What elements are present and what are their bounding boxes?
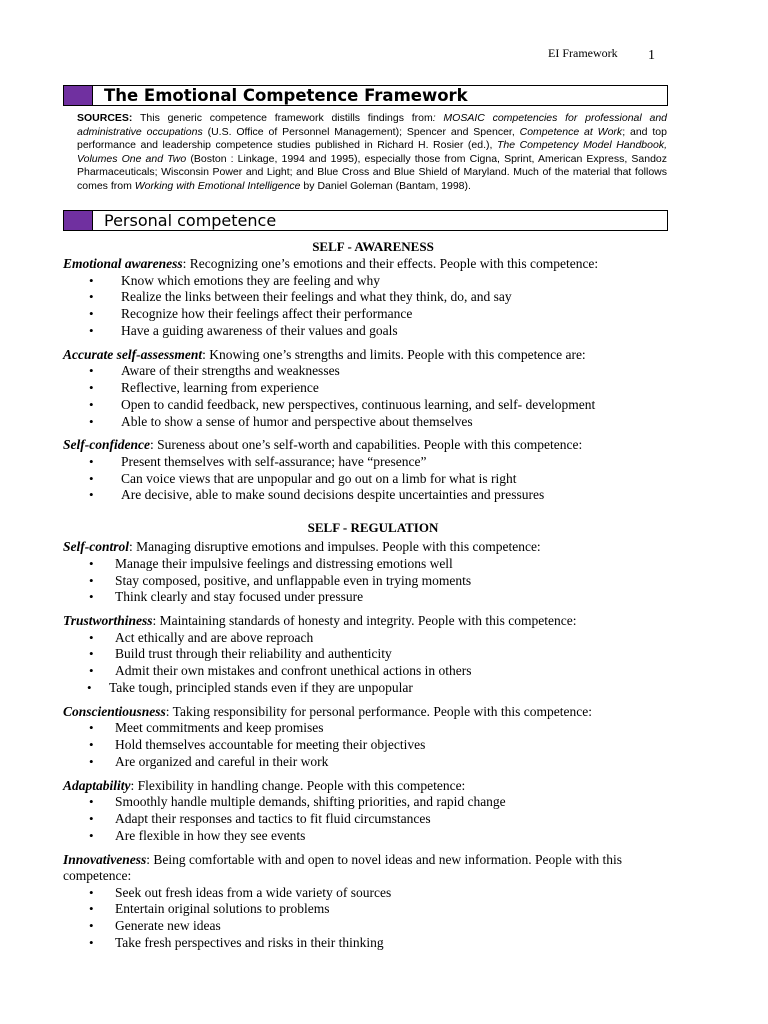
section-heading: Personal competence — [104, 211, 277, 230]
list-item: • Able to show a sense of humor and perspective about themselves — [89, 413, 473, 429]
competency-self-confidence: Self-confidence: Sureness about one’s self-worth and capabilities. People with this competence: — [63, 437, 583, 453]
list-item: • Realize the links between their feelings and what they think, do, and say — [89, 289, 512, 305]
list-item: • Are organized and careful in their work — [89, 753, 329, 769]
bullet-icon: • — [89, 827, 94, 843]
accent-swatch — [64, 86, 93, 105]
bullet-icon: • — [89, 289, 94, 305]
list-item: • Hold themselves accountable for meeting their objectives — [89, 737, 426, 753]
list-item: • Open to candid feedback, new perspectives, continuous learning, and self- development — [89, 396, 596, 412]
bullet-icon: • — [89, 413, 94, 429]
bullet-list — [63, 454, 683, 504]
list-item: • Act ethically and are above reproach — [89, 629, 314, 645]
sources-title-3: The Competency Model Handbook, Volumes One and Two — [77, 139, 667, 165]
page-title: The Emotional Competence Framework — [104, 86, 468, 105]
bullet-icon: • — [89, 918, 94, 934]
bullet-icon: • — [89, 663, 94, 679]
list-item: • Know which emotions they are feeling and why — [89, 272, 381, 288]
page-number: 1 — [648, 48, 655, 63]
sources-text-2: (U.S. Office of Personnel Management); Spencer and Spencer, — [202, 125, 520, 138]
subsection-title-self-regulation: SELF - REGULATION — [307, 520, 439, 536]
list-item: • Stay composed, positive, and unflappable even in trying moments — [89, 572, 472, 588]
list-item: • Have a guiding awareness of their values and goals — [89, 322, 398, 338]
bullet-icon: • — [89, 901, 94, 917]
bullet-icon: • — [89, 379, 94, 395]
competency-adaptability: Adaptability: Flexibility in handling change. People with this competence: — [63, 777, 466, 793]
bullet-icon: • — [89, 572, 94, 588]
bullet-icon: • — [89, 884, 94, 900]
document-body — [63, 238, 683, 959]
bullet-icon: • — [89, 811, 94, 827]
bullet-icon: • — [89, 487, 94, 503]
list-item: • Admit their own mistakes and confront unethical actions in others — [89, 663, 472, 679]
competency-accurate-self-assessment: Accurate self-assessment: Knowing one’s strengths and limits. People with this competence are: — [63, 346, 586, 362]
sources-label: SOURCES: — [77, 112, 133, 124]
list-item: • Are flexible in how they see events — [89, 827, 306, 843]
bullet-icon: • — [89, 720, 94, 736]
sources-title-2: Competence at Work — [519, 125, 623, 138]
bullet-icon: • — [89, 753, 94, 769]
list-item: • Meet commitments and keep promises — [89, 720, 324, 736]
list-item: • Are decisive, able to make sound decisions despite uncertainties and pressures — [89, 487, 545, 503]
list-item: • Reflective, learning from experience — [89, 379, 319, 395]
list-item: • Adapt their responses and tactics to fit fluid circumstances — [89, 811, 431, 827]
list-item: • Take fresh perspectives and risks in their thinking — [89, 935, 384, 951]
bullet-icon: • — [89, 470, 94, 486]
bullet-icon: • — [89, 272, 94, 288]
bullet-icon: • — [89, 646, 94, 662]
bullet-icon: • — [89, 396, 94, 412]
bullet-list — [63, 885, 683, 952]
competency-conscientiousness: Conscientiousness: Taking responsibility for personal performance. People with this competence: — [63, 703, 592, 719]
bullet-icon: • — [89, 453, 94, 469]
bullet-icon: • — [89, 363, 94, 379]
bullet-list — [63, 794, 683, 844]
list-item: • Smoothly handle multiple demands, shifting priorities, and rapid change — [89, 794, 506, 810]
list-item: • Recognize how their feelings affect their performance — [89, 306, 413, 322]
list-item: • Manage their impulsive feelings and distressing emotions well — [89, 555, 453, 571]
list-item: • Can voice views that are unpopular and go out on a limb for what is right — [89, 470, 517, 486]
bullet-icon: • — [89, 935, 94, 951]
list-item: • Aware of their strengths and weaknesses — [89, 363, 340, 379]
accent-swatch — [64, 211, 93, 230]
bullet-list — [63, 363, 683, 430]
sources-text-1: This generic competence framework distills findings from — [132, 112, 433, 124]
list-item: • Present themselves with self-assurance; have “presence” — [89, 453, 427, 469]
competency-innovativeness: Innovativeness: Being comfortable with and open to novel ideas and new information. People with this competence: — [63, 851, 623, 884]
bullet-list — [63, 556, 683, 606]
bullet-icon: • — [89, 629, 94, 645]
competency-self-control: Self-control: Managing disruptive emotions and impulses. People with this competence: — [63, 539, 541, 555]
list-item: • Build trust through their reliability and authenticity — [89, 646, 392, 662]
bullet-list — [63, 720, 683, 770]
list-item: • Think clearly and stay focused under pressure — [89, 589, 364, 605]
bullet-icon: • — [89, 737, 94, 753]
bullet-icon: • — [89, 555, 94, 571]
section-banner — [63, 210, 668, 231]
sources-paragraph — [77, 112, 667, 193]
sources-text-5: by Daniel Goleman (Bantam, 1998). — [300, 179, 471, 192]
competency-trustworthiness: Trustworthiness: Maintaining standards of honesty and integrity. People with this competence: — [63, 613, 577, 629]
list-item: • Take tough, principled stands even if they are unpopular — [87, 680, 413, 696]
bullet-icon: • — [89, 794, 94, 810]
sources-title-1: : MOSAIC competencies for professional and administrative occupations — [77, 112, 667, 138]
title-banner — [63, 85, 668, 106]
sources-title-4: Working with Emotional Intelligence — [134, 179, 301, 192]
bullet-icon: • — [89, 589, 94, 605]
list-item: • Entertain original solutions to problems — [89, 901, 330, 917]
bullet-icon: • — [87, 680, 92, 696]
list-item: • Seek out fresh ideas from a wide variety of sources — [89, 884, 392, 900]
bullet-list — [63, 273, 683, 340]
competency-emotional-awareness: Emotional awareness: Recognizing one’s emotions and their effects. People with this competence: — [63, 256, 599, 271]
subsection-title-self-awareness: SELF - AWARENESS — [312, 239, 434, 254]
sources-text-3: ; and top performance and leadership competence studies published in Richard H. Rosier (ed.), — [77, 125, 667, 151]
page-header — [548, 46, 655, 63]
bullet-list — [63, 630, 683, 697]
bullet-icon: • — [89, 322, 94, 338]
sources-text-4: (Boston : Linkage, 1994 and 1995), especially those from Cigna, Sprint, American Express, Sandoz Pharmaceuticals; Wisconsin Power and Light; and Blue Cross and Blue Shield of Maryland. Much of the material that follows comes from — [77, 152, 667, 192]
header-label: EI Framework — [548, 46, 618, 60]
list-item: • Generate new ideas — [89, 918, 221, 934]
bullet-icon: • — [89, 306, 94, 322]
